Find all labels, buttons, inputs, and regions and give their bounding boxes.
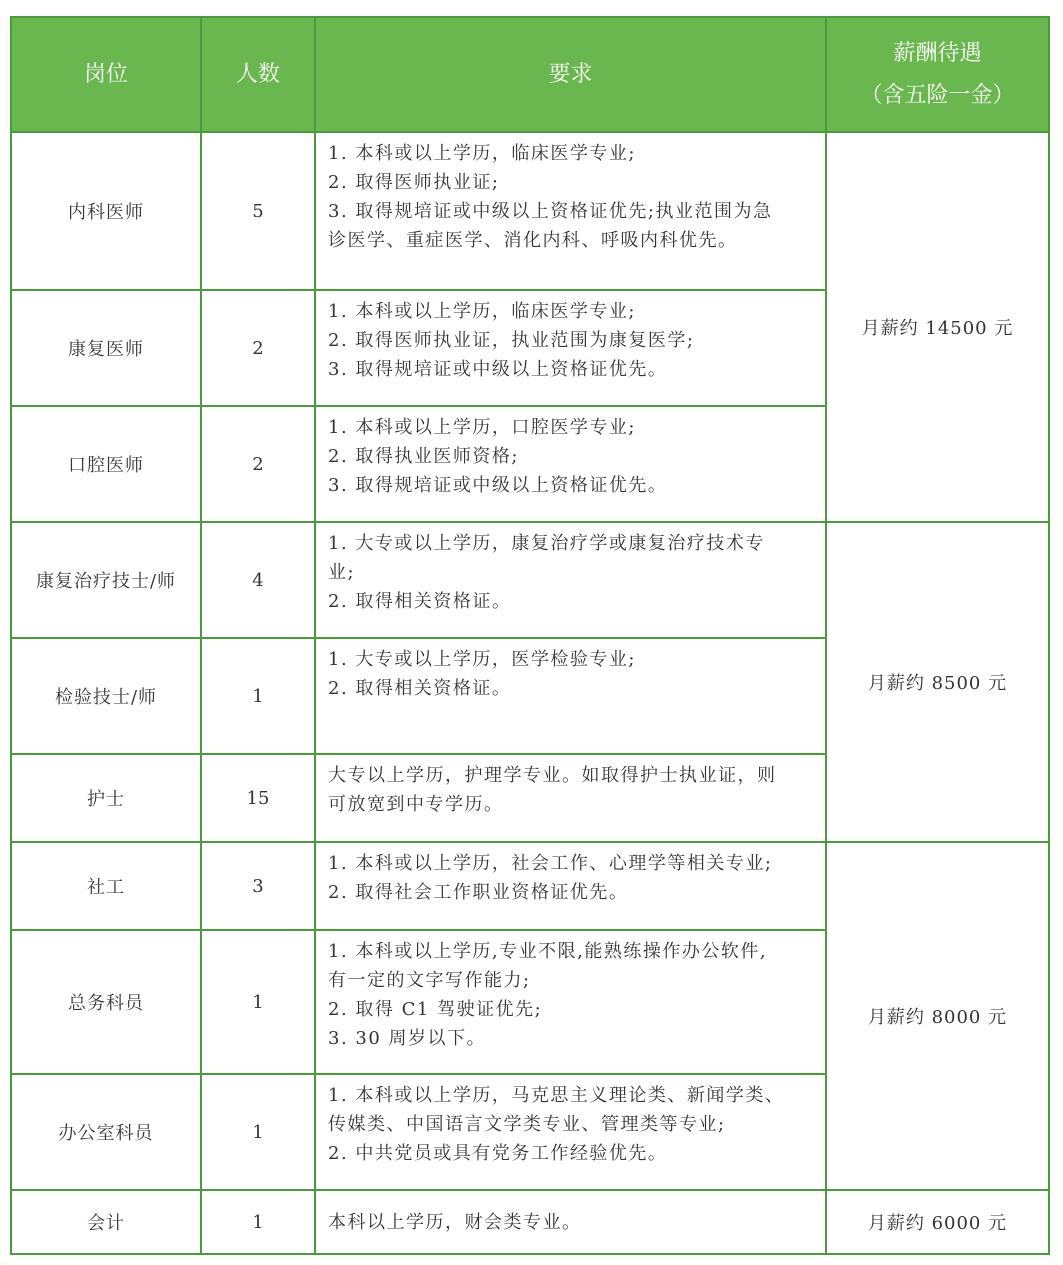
table-row xyxy=(11,842,1049,930)
position-cell: 护士 xyxy=(11,754,201,842)
position-cell: 内科医师 xyxy=(11,132,201,290)
header-requirements: 要求 xyxy=(315,17,826,132)
count-cell: 1 xyxy=(201,1074,315,1190)
salary-cell: 月薪约 8500 元 xyxy=(826,522,1049,842)
requirement-line: 1. 本科或以上学历，社会工作、心理学等相关专业; xyxy=(328,853,773,874)
requirements-cell xyxy=(315,522,826,638)
salary-cell: 月薪约 6000 元 xyxy=(826,1190,1049,1254)
requirements-cell xyxy=(315,754,826,842)
requirements-cell xyxy=(315,638,826,754)
requirement-line: 3. 取得规培证或中级以上资格证优先。 xyxy=(328,359,668,380)
requirement-line: 2. 取得相关资格证。 xyxy=(328,678,512,699)
table-row xyxy=(11,132,1049,290)
requirement-line: 2. 取得 C1 驾驶证优先; xyxy=(328,999,543,1020)
count-cell: 3 xyxy=(201,842,315,930)
header-salary-title: 薪酬待遇 xyxy=(893,40,982,66)
requirement-line: 有一定的文字写作能力; xyxy=(328,970,531,991)
table-row xyxy=(11,522,1049,638)
requirements-cell xyxy=(315,930,826,1074)
salary-cell: 月薪约 14500 元 xyxy=(826,132,1049,522)
requirements-cell xyxy=(315,406,826,522)
header-count: 人数 xyxy=(201,17,315,132)
requirements-cell xyxy=(315,1074,826,1190)
requirement-line: 1. 大专或以上学历，康复治疗学或康复治疗技术专 xyxy=(328,533,765,554)
table-row xyxy=(11,1190,1049,1254)
requirement-line: 2. 取得医师执业证; xyxy=(328,172,500,193)
requirement-line: 1. 本科或以上学历，临床医学专业; xyxy=(328,301,636,322)
header-salary xyxy=(826,17,1049,132)
requirement-line: 2. 取得医师执业证，执业范围为康复医学; xyxy=(328,330,695,351)
position-cell: 会计 xyxy=(11,1190,201,1254)
requirement-line: 3. 取得规培证或中级以上资格证优先。 xyxy=(328,475,668,496)
count-cell: 15 xyxy=(201,754,315,842)
requirements-cell xyxy=(315,842,826,930)
header-row xyxy=(11,17,1049,132)
position-cell: 康复治疗技士/师 xyxy=(11,522,201,638)
requirement-line: 1. 本科或以上学历,专业不限,能熟练操作办公软件, xyxy=(328,941,768,962)
requirement-line: 本科以上学历，财会类专业。 xyxy=(328,1211,582,1233)
recruitment-table xyxy=(10,16,1050,1255)
requirement-line: 1. 大专或以上学历，医学检验专业; xyxy=(328,649,636,670)
requirement-line: 可放宽到中专学历。 xyxy=(328,794,504,815)
count-cell: 2 xyxy=(201,290,315,406)
requirement-line: 诊医学、重症医学、消化内科、呼吸内科优先。 xyxy=(328,230,738,251)
position-cell: 检验技士/师 xyxy=(11,638,201,754)
requirement-line: 1. 本科或以上学历，马克思主义理论类、新闻学类、 xyxy=(328,1085,785,1106)
count-cell: 4 xyxy=(201,522,315,638)
requirement-line: 2. 中共党员或具有党务工作经验优先。 xyxy=(328,1143,668,1164)
position-cell: 康复医师 xyxy=(11,290,201,406)
count-cell: 5 xyxy=(201,132,315,290)
requirement-line: 业; xyxy=(328,562,356,583)
position-cell: 社工 xyxy=(11,842,201,930)
requirement-line: 2. 取得执业医师资格; xyxy=(328,446,519,467)
requirements-cell xyxy=(315,290,826,406)
requirements-cell xyxy=(315,1190,826,1254)
count-cell: 1 xyxy=(201,1190,315,1254)
requirement-line: 2. 取得相关资格证。 xyxy=(328,591,512,612)
requirement-line: 3. 取得规培证或中级以上资格证优先;执业范围为急 xyxy=(328,201,773,222)
position-cell: 办公室科员 xyxy=(11,1074,201,1190)
requirement-line: 2. 取得社会工作职业资格证优先。 xyxy=(328,882,629,903)
requirement-line: 大专以上学历，护理学专业。如取得护士执业证，则 xyxy=(328,765,777,786)
requirement-line: 1. 本科或以上学历，临床医学专业; xyxy=(328,143,636,164)
requirement-line: 传媒类、中国语言文学类专业、管理类等专业; xyxy=(328,1114,726,1135)
requirement-line: 1. 本科或以上学历，口腔医学专业; xyxy=(328,417,636,438)
count-cell: 1 xyxy=(201,930,315,1074)
header-salary-note: （含五险一金） xyxy=(860,82,1015,108)
header-position: 岗位 xyxy=(11,17,201,132)
requirement-line: 3. 30 周岁以下。 xyxy=(328,1028,487,1049)
count-cell: 2 xyxy=(201,406,315,522)
requirements-cell xyxy=(315,132,826,290)
position-cell: 口腔医师 xyxy=(11,406,201,522)
count-cell: 1 xyxy=(201,638,315,754)
salary-cell: 月薪约 8000 元 xyxy=(826,842,1049,1190)
position-cell: 总务科员 xyxy=(11,930,201,1074)
